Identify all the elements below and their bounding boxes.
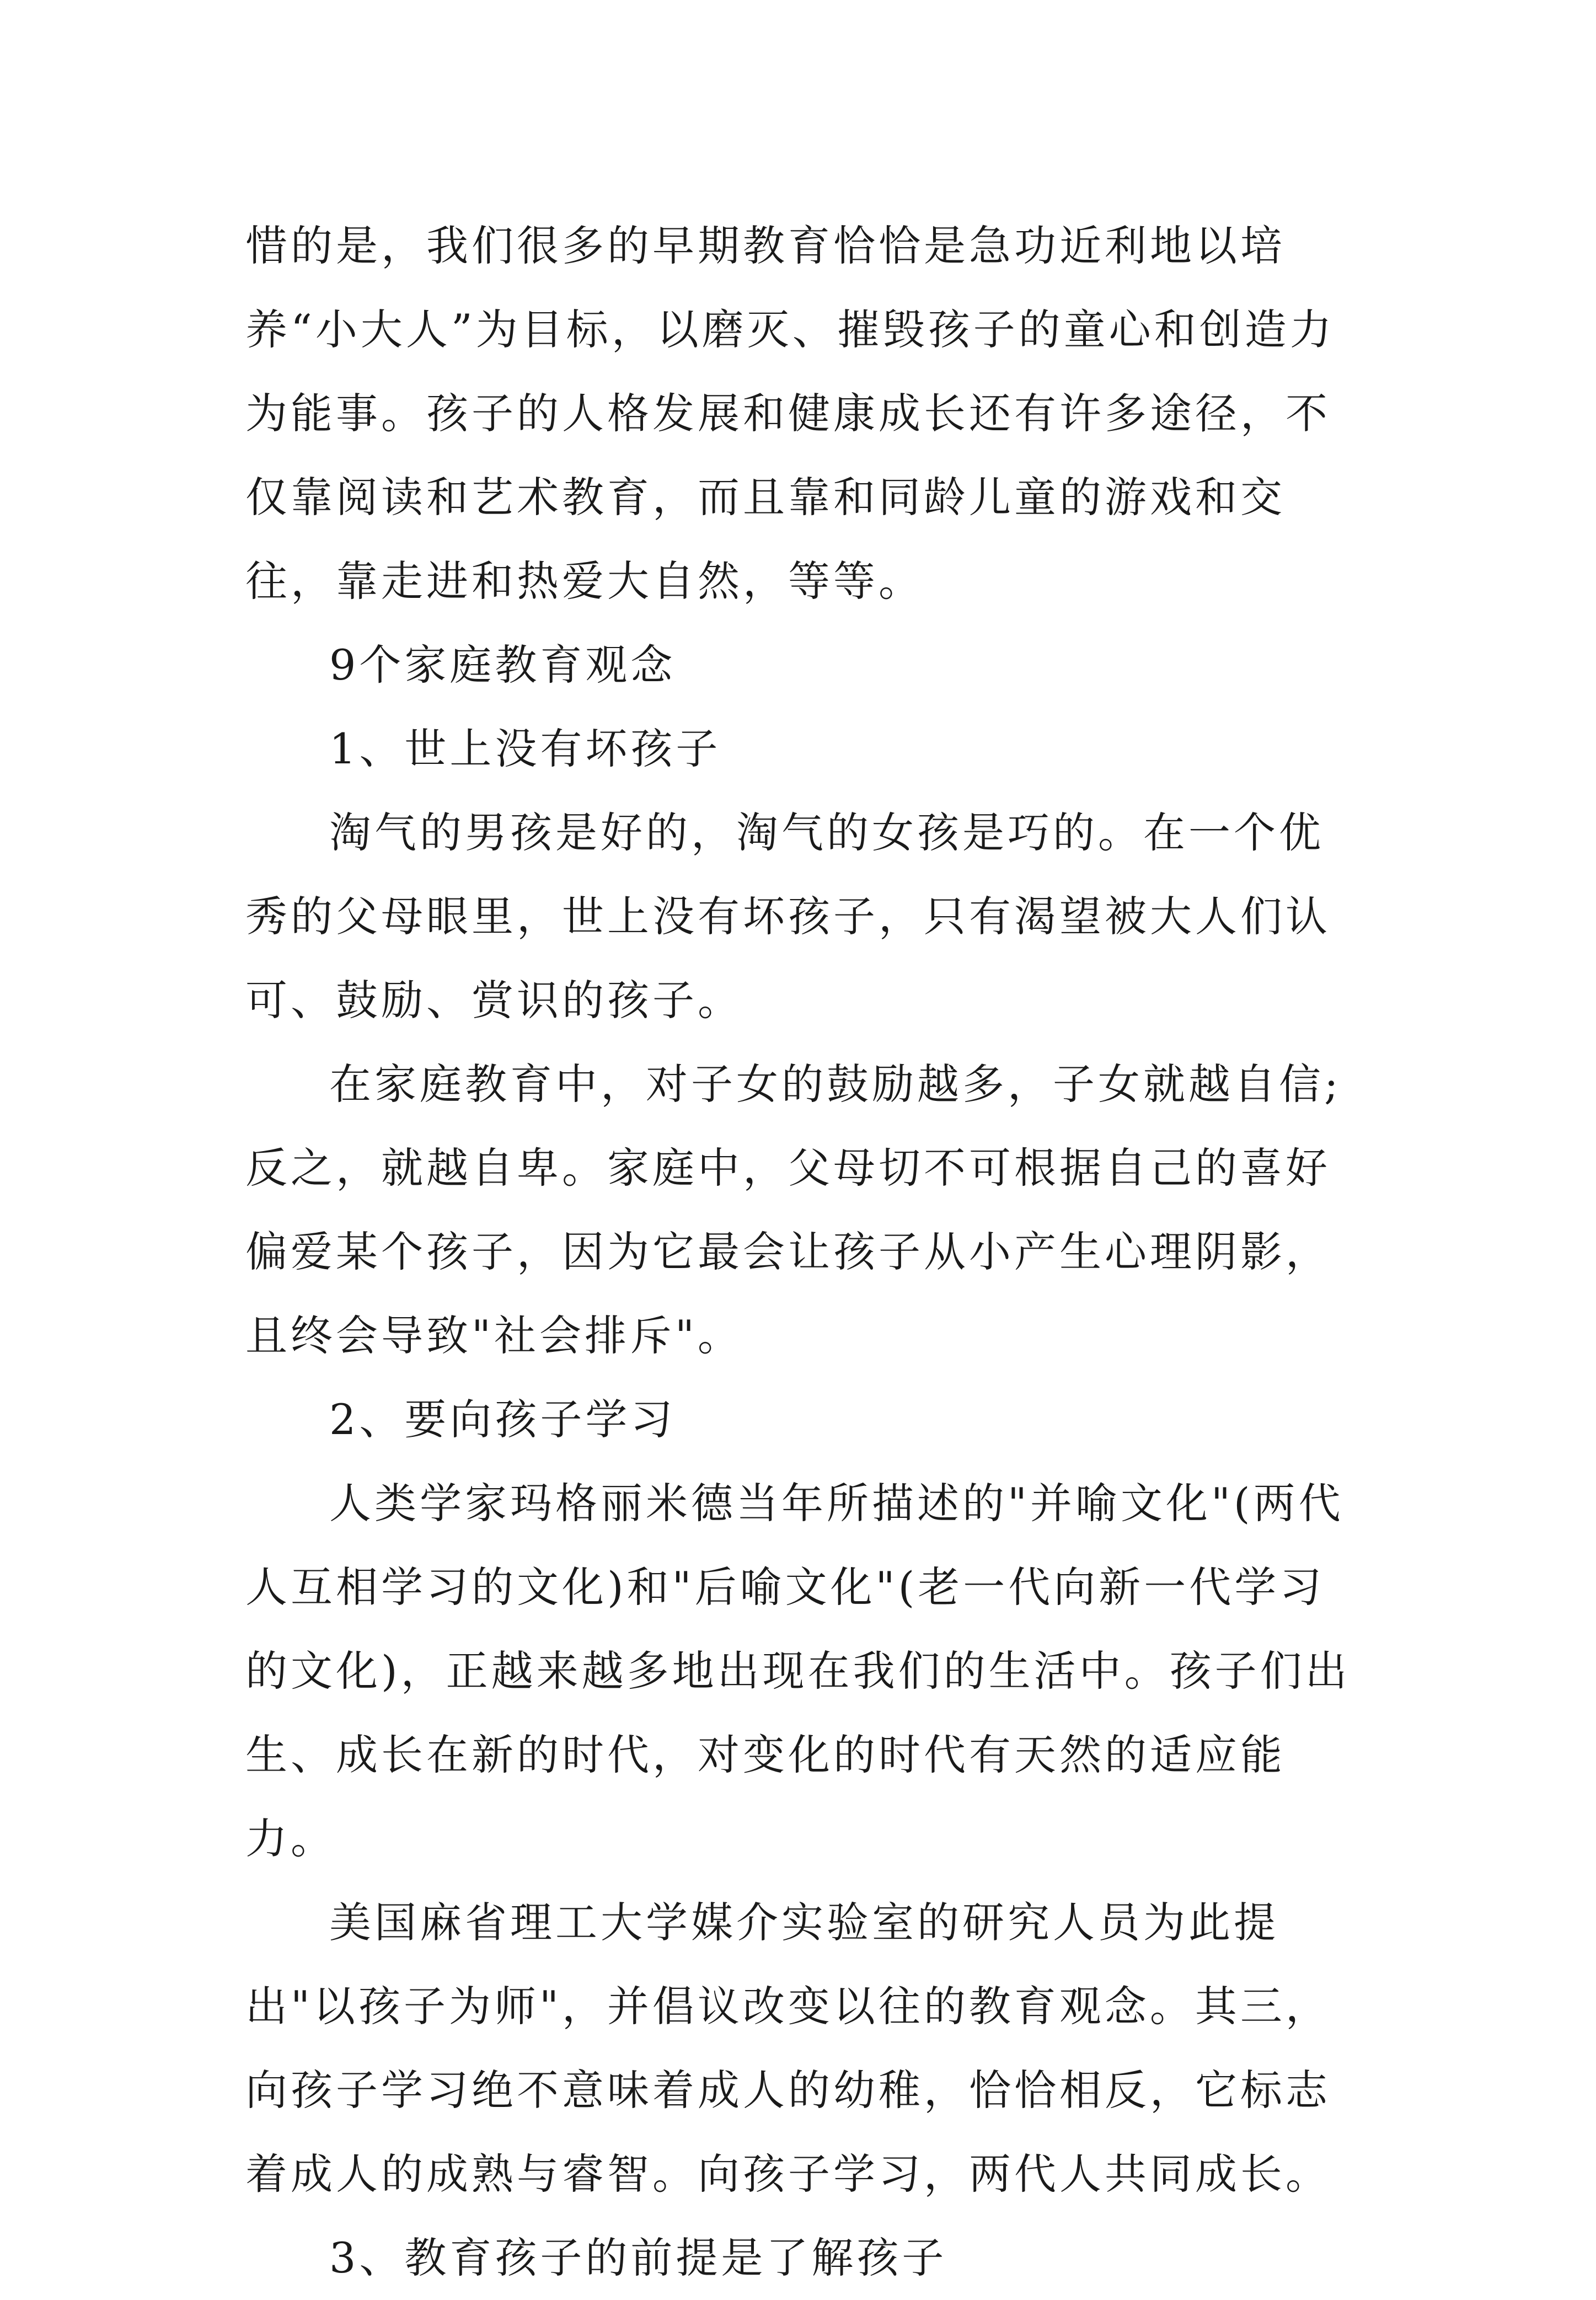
- section-heading-1: 1、世上没有坏孩子: [329, 724, 721, 773]
- document-body: [245, 204, 1365, 2300]
- section-title: 9个家庭教育观念: [329, 640, 676, 689]
- paragraph: 美国麻省理工大学媒介实验室的研究人员为此提出"以孩子为师"，并倡议改变以往的教育观念。其三，向孩子学习绝不意味着成人的幼稚，恰恰相反，它标志着成人的成熟与睿智。向孩子学习，两代人共同成长。: [245, 1898, 1331, 2199]
- section-heading-2: 2、要向孩子学习: [329, 1395, 676, 1444]
- paragraph: 在家庭教育中，对子女的鼓励越多，子女就越自信;反之，就越自卑。家庭中，父母切不可根据自己的喜好偏爱某个孩子，因为它最会让孩子从小产生心理阴影，且终会导致"社会排斥"。: [245, 1060, 1342, 1360]
- paragraph: 淘气的男孩是好的，淘气的女孩是巧的。在一个优秀的父母眼里，世上没有坏孩子，只有渴望被大人们认可、鼓励、赏识的孩子。: [245, 808, 1331, 1025]
- section-heading-3: 3、教育孩子的前提是了解孩子: [329, 2233, 947, 2282]
- paragraph: 人类学家玛格丽米德当年所描述的"并喻文化"(两代人互相学习的文化)和"后喻文化"(老一代向新一代学习的文化)，正越来越多地出现在我们的生活中。孩子们出生、成长在新的时代，对变化的时代有天然的适应能力。: [245, 1479, 1351, 1863]
- paragraph-continuation: 惜的是，我们很多的早期教育恰恰是急功近利地以培养“小大人”为目标，以磨灭、摧毁孩子的童心和创造力为能事。孩子的人格发展和健康成长还有许多途径，不仅靠阅读和艺术教育，而且靠和同龄儿童的游戏和交往，靠走进和热爱大自然，等等。: [245, 221, 1335, 606]
